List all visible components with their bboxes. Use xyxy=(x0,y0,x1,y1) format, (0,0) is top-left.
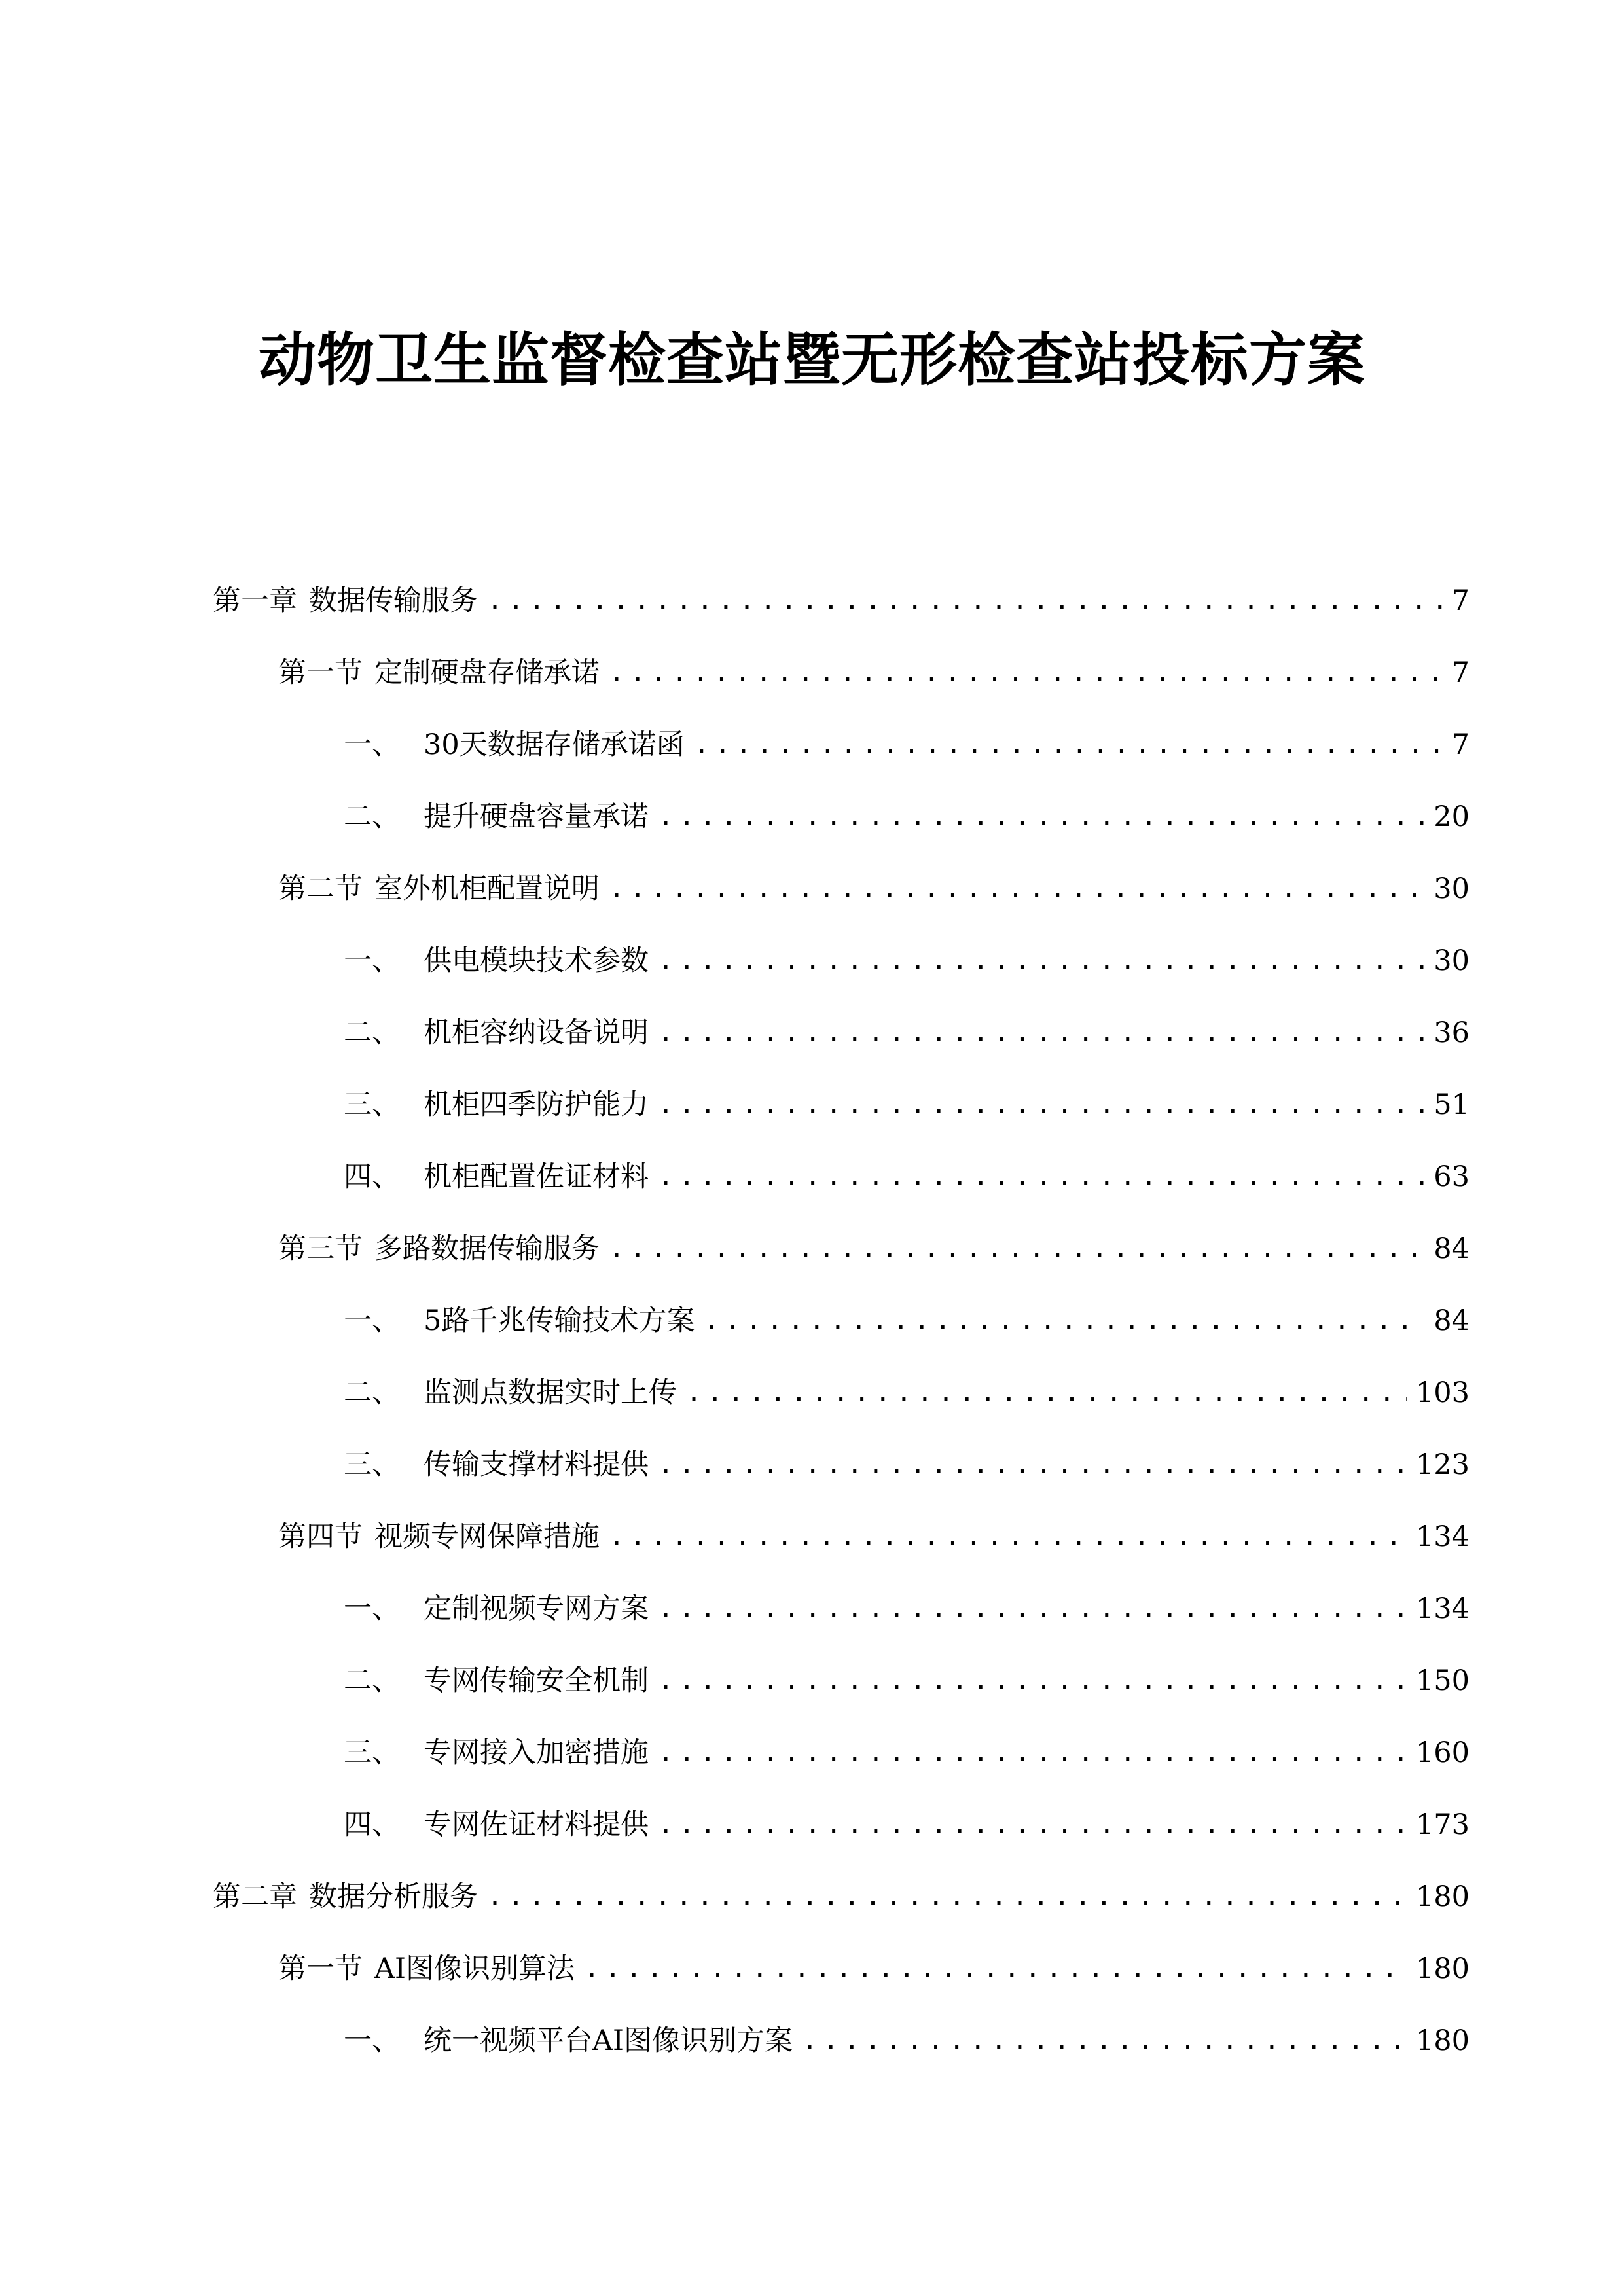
toc-dot-leader xyxy=(658,797,1424,836)
toc-entry-number: 四、 xyxy=(344,1808,400,1841)
toc-entry-number: 第四节 xyxy=(278,1520,363,1553)
toc-entry[interactable] xyxy=(344,1661,1470,1700)
toc-entry-title: 专网佐证材料提供 xyxy=(424,1808,649,1841)
toc-entry-number: 第一节 xyxy=(278,1952,363,1985)
toc-entry-number: 三、 xyxy=(344,1736,400,1769)
toc-entry-title: 多路数据传输服务 xyxy=(374,1232,600,1265)
toc-entry-title: 数据分析服务 xyxy=(309,1880,478,1913)
toc-entry-page: 7 xyxy=(1451,584,1470,617)
toc-dot-leader xyxy=(686,1373,1407,1412)
toc-entry-title: 专网接入加密措施 xyxy=(424,1736,649,1769)
toc-dot-leader xyxy=(609,653,1443,692)
toc-dot-leader xyxy=(609,869,1424,908)
toc-entry[interactable] xyxy=(344,1085,1470,1124)
toc-entry[interactable] xyxy=(344,2021,1470,2060)
toc-dot-leader xyxy=(658,1661,1407,1700)
toc-entry[interactable] xyxy=(344,1013,1470,1052)
document-title: 动物卫生监督检查站暨无形检查站投标方案 xyxy=(258,326,1365,393)
toc-dot-leader xyxy=(694,725,1443,764)
toc-dot-leader xyxy=(658,1589,1407,1628)
toc-entry-title: 5路千兆传输技术方案 xyxy=(424,1304,695,1337)
toc-entry-title: 视频专网保障措施 xyxy=(374,1520,600,1553)
toc-dot-leader xyxy=(609,1517,1407,1556)
toc-entry[interactable] xyxy=(278,1517,1470,1556)
toc-entry-page: 36 xyxy=(1434,1016,1470,1049)
toc-entry[interactable] xyxy=(344,1589,1470,1628)
toc-entry-page: 84 xyxy=(1434,1232,1470,1265)
toc-entry-number: 第二节 xyxy=(278,872,363,905)
toc-entry-page: 7 xyxy=(1451,656,1470,689)
toc-entry-number: 第三节 xyxy=(278,1232,363,1265)
toc-dot-leader xyxy=(487,1877,1407,1916)
toc-entry[interactable] xyxy=(344,1301,1470,1340)
toc-entry-title: 传输支撑材料提供 xyxy=(424,1448,649,1481)
toc-entry-page: 51 xyxy=(1434,1088,1470,1121)
toc-entry-page: 160 xyxy=(1415,1736,1470,1769)
toc-entry-number: 一、 xyxy=(344,1592,400,1625)
toc-entry-page: 134 xyxy=(1415,1520,1470,1553)
toc-entry-title: 定制视频专网方案 xyxy=(424,1592,649,1625)
toc-entry[interactable] xyxy=(278,869,1470,908)
toc-entry-number: 一、 xyxy=(344,2024,400,2057)
toc-entry[interactable] xyxy=(344,1157,1470,1196)
toc-entry-title: 机柜配置佐证材料 xyxy=(424,1160,649,1193)
toc-entry-number: 一、 xyxy=(344,728,400,761)
toc-dot-leader xyxy=(658,941,1424,980)
toc-entry-number: 第二章 xyxy=(213,1880,297,1913)
toc-dot-leader xyxy=(609,1229,1424,1268)
toc-entry-number: 三、 xyxy=(344,1088,400,1121)
toc-entry[interactable] xyxy=(344,1805,1470,1844)
toc-dot-leader xyxy=(584,1949,1407,1988)
toc-entry-page: 123 xyxy=(1415,1448,1470,1481)
toc-entry-page: 150 xyxy=(1415,1664,1470,1697)
toc-entry-title: 机柜容纳设备说明 xyxy=(424,1016,649,1049)
toc-entry[interactable] xyxy=(278,1229,1470,1268)
toc-entry-number: 二、 xyxy=(344,800,400,833)
toc-entry[interactable] xyxy=(213,1877,1470,1916)
toc-entry-number: 第一节 xyxy=(278,656,363,689)
toc-entry[interactable] xyxy=(344,1733,1470,1772)
toc-entry-number: 二、 xyxy=(344,1016,400,1049)
toc-dot-leader xyxy=(658,1013,1424,1052)
toc-dot-leader xyxy=(658,1805,1407,1844)
toc-dot-leader xyxy=(802,2021,1407,2060)
toc-entry-title: 供电模块技术参数 xyxy=(424,944,649,977)
toc-entry-page: 173 xyxy=(1415,1808,1470,1841)
toc-entry[interactable] xyxy=(344,797,1470,836)
toc-entry-number: 一、 xyxy=(344,944,400,977)
toc-dot-leader xyxy=(658,1733,1407,1772)
toc-entry-title: 机柜四季防护能力 xyxy=(424,1088,649,1121)
toc-dot-leader xyxy=(658,1445,1407,1484)
toc-entry[interactable] xyxy=(344,1373,1470,1412)
toc-entry[interactable] xyxy=(213,581,1470,620)
toc-entry-page: 180 xyxy=(1415,2024,1470,2057)
toc-entry-title: 提升硬盘容量承诺 xyxy=(424,800,649,833)
toc-entry-page: 30 xyxy=(1434,872,1470,905)
toc-entry-number: 第一章 xyxy=(213,584,297,617)
toc-entry-number: 一、 xyxy=(344,1304,400,1337)
toc-entry-number: 二、 xyxy=(344,1376,400,1409)
toc-entry-page: 30 xyxy=(1434,944,1470,977)
toc-entry[interactable] xyxy=(278,1949,1470,1988)
toc-entry-title: 数据传输服务 xyxy=(309,584,478,617)
toc-entry-page: 103 xyxy=(1415,1376,1470,1409)
toc-dot-leader xyxy=(704,1301,1424,1340)
toc-entry-page: 63 xyxy=(1434,1160,1470,1193)
toc-entry-title: 定制硬盘存储承诺 xyxy=(374,656,600,689)
toc-entry[interactable] xyxy=(344,1445,1470,1484)
toc-dot-leader xyxy=(658,1157,1424,1196)
toc-entry-title: 监测点数据实时上传 xyxy=(424,1376,677,1409)
toc-entry-number: 四、 xyxy=(344,1160,400,1193)
toc-entry-title: 统一视频平台AI图像识别方案 xyxy=(424,2024,793,2057)
toc-entry-page: 180 xyxy=(1415,1952,1470,1985)
toc-entry-title: 专网传输安全机制 xyxy=(424,1664,649,1697)
toc-entry-page: 180 xyxy=(1415,1880,1470,1913)
toc-entry-title: 30天数据存储承诺函 xyxy=(424,728,685,761)
toc-entry-page: 7 xyxy=(1451,728,1470,761)
toc-entry-title: 室外机柜配置说明 xyxy=(374,872,600,905)
toc-entry-page: 134 xyxy=(1415,1592,1470,1625)
toc-dot-leader xyxy=(487,581,1443,620)
toc-dot-leader xyxy=(658,1085,1424,1124)
toc-entry-number: 二、 xyxy=(344,1664,400,1697)
toc-entry[interactable] xyxy=(278,653,1470,692)
toc-entry-page: 84 xyxy=(1434,1304,1470,1337)
toc-entry[interactable] xyxy=(344,941,1470,980)
toc-entry[interactable] xyxy=(344,725,1470,764)
toc-entry-title: AI图像识别算法 xyxy=(374,1952,575,1985)
toc-entry-page: 20 xyxy=(1434,800,1470,833)
toc-entry-number: 三、 xyxy=(344,1448,400,1481)
